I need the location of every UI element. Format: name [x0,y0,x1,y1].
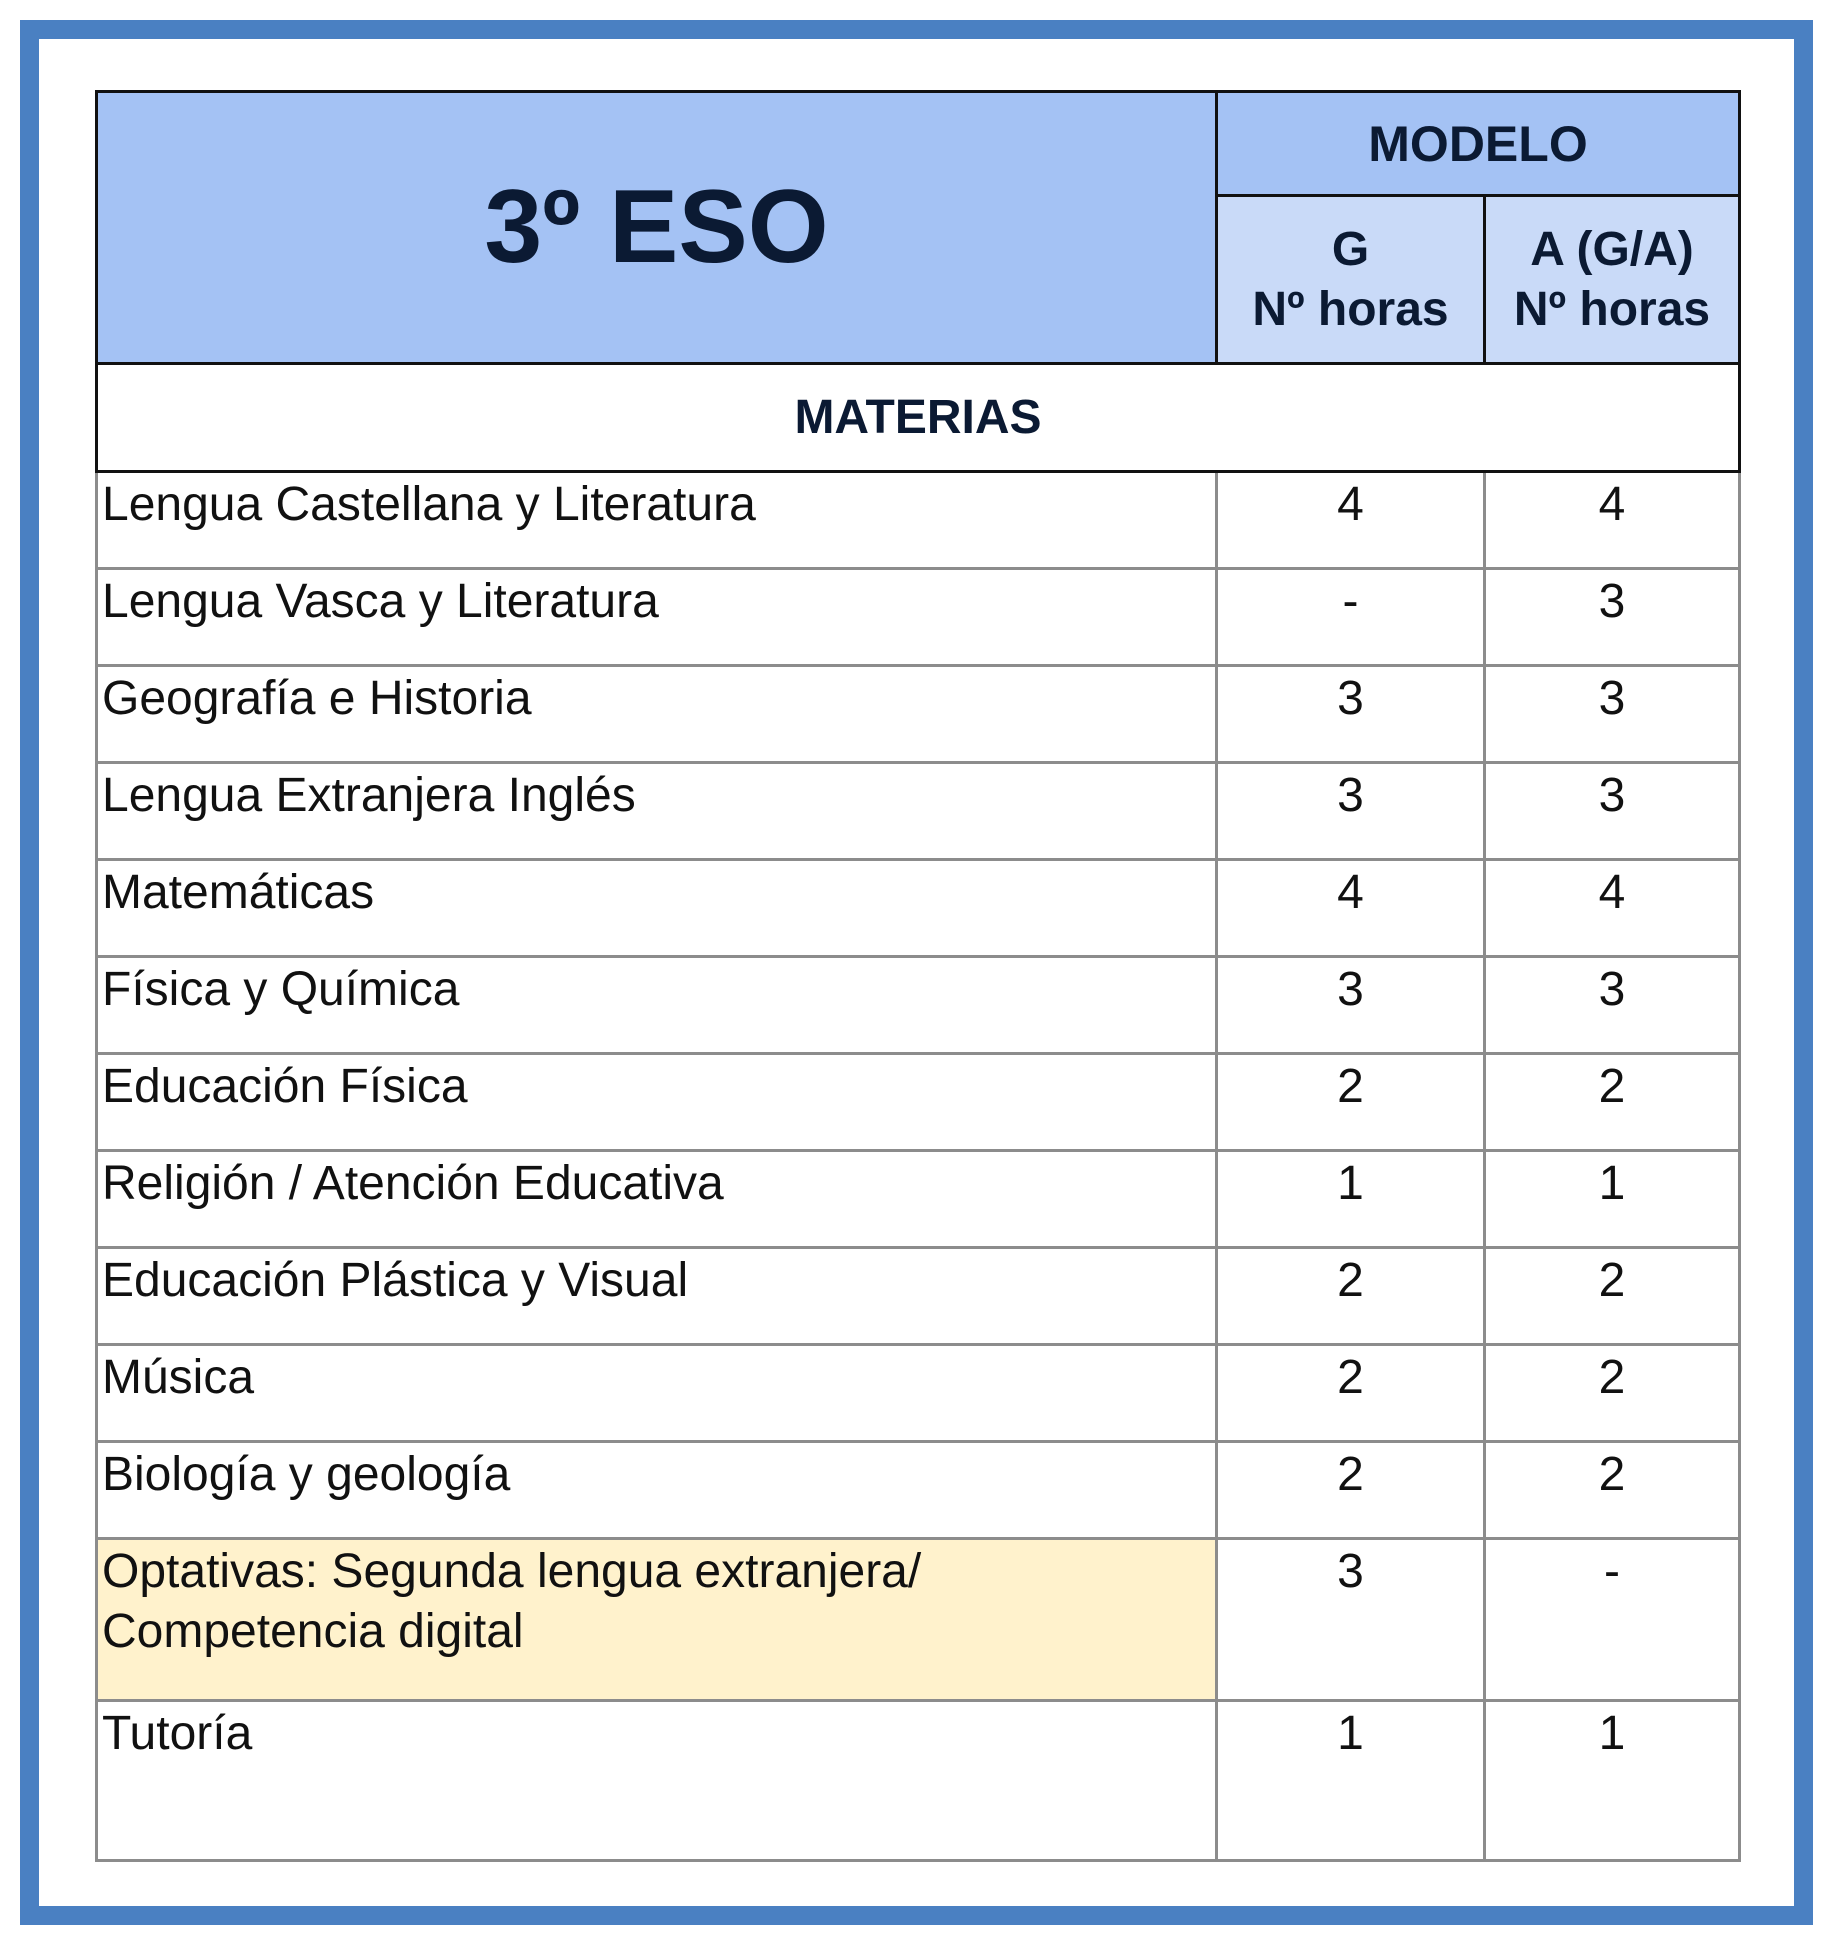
subject-cell: Religión / Atención Educativa [97,1151,1217,1248]
hours-a-cell: 2 [1485,1345,1740,1442]
hours-g-cell: 3 [1217,763,1485,860]
table-row [97,1151,1740,1248]
hours-g-cell: 1 [1217,1701,1485,1861]
hours-g-cell: 2 [1217,1345,1485,1442]
subjects-hours-table [95,90,1741,1862]
hours-a-cell: 3 [1485,569,1740,666]
modelo-header: MODELO [1217,92,1740,196]
table-row [97,569,1740,666]
subject-cell: Matemáticas [97,860,1217,957]
table-row [97,957,1740,1054]
subject-cell: Educación Plástica y Visual [97,1248,1217,1345]
col-header-a [1485,196,1740,364]
hours-g-cell: 2 [1217,1248,1485,1345]
subject-line-2: Competencia digital [102,1605,524,1658]
hours-a-cell: - [1485,1539,1740,1701]
subject-cell-highlighted [97,1539,1217,1701]
subject-cell: Lengua Vasca y Literatura [97,569,1217,666]
table-row [97,1248,1740,1345]
section-label-materias: MATERIAS [97,364,1740,472]
subject-cell: Biología y geología [97,1442,1217,1539]
hours-g-cell: 3 [1217,666,1485,763]
hours-a-cell: 2 [1485,1442,1740,1539]
hours-a-cell: 1 [1485,1701,1740,1861]
table-row [97,1345,1740,1442]
table-row [97,860,1740,957]
hours-a-cell: 4 [1485,472,1740,569]
col-header-g-line1: G [1331,222,1370,276]
subject-cell: Física y Química [97,957,1217,1054]
table-row [97,472,1740,569]
hours-g-cell: 4 [1217,472,1485,569]
table-row [97,763,1740,860]
hours-a-cell: 2 [1485,1248,1740,1345]
subject-cell: Tutoría [97,1701,1217,1861]
table-row [97,1054,1740,1151]
col-header-g-line2: Nº horas [1252,282,1449,336]
table-row [97,1701,1740,1861]
hours-a-cell: 4 [1485,860,1740,957]
subject-cell: Lengua Castellana y Literatura [97,472,1217,569]
hours-g-cell: 2 [1217,1442,1485,1539]
hours-a-cell: 2 [1485,1054,1740,1151]
hours-g-cell: 4 [1217,860,1485,957]
hours-g-cell: 1 [1217,1151,1485,1248]
table-row [97,1442,1740,1539]
table-row-optional [97,1539,1740,1701]
col-header-a-line2: Nº horas [1513,282,1711,336]
hours-a-cell: 1 [1485,1151,1740,1248]
subject-cell: Música [97,1345,1217,1442]
col-header-a-line1: A (G/A) [1530,222,1694,276]
subject-cell: Geografía e Historia [97,666,1217,763]
hours-g-cell: 3 [1217,957,1485,1054]
subject-cell: Educación Física [97,1054,1217,1151]
course-title: 3º ESO [97,92,1217,364]
hours-a-cell: 3 [1485,957,1740,1054]
hours-a-cell: 3 [1485,763,1740,860]
table-row [97,666,1740,763]
col-header-g [1217,196,1485,364]
subject-cell: Lengua Extranjera Inglés [97,763,1217,860]
subject-line-1: Optativas: Segunda lengua extranjera/ [102,1545,922,1598]
hours-a-cell: 3 [1485,666,1740,763]
hours-g-cell: - [1217,569,1485,666]
hours-g-cell: 2 [1217,1054,1485,1151]
hours-g-cell: 3 [1217,1539,1485,1701]
